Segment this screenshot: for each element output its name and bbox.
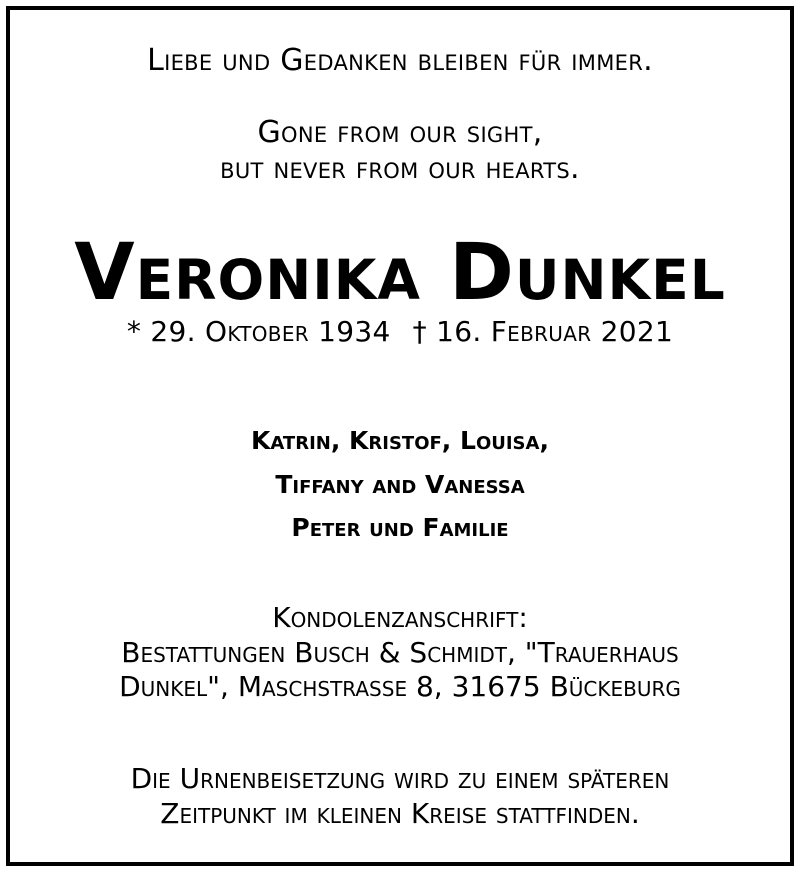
condolence-heading: Kondolenzanschrift:	[272, 601, 528, 634]
mourner-line: Tiffany and Vanessa	[275, 470, 525, 499]
burial-notice-line-2: Zeitpunkt im kleinen Kreise stattfinden.	[160, 797, 640, 830]
condolence-address-line-2: Dunkel", Maschstrasse 8, 31675 Bückeburg	[119, 670, 681, 703]
quote-line-2: but never from our hearts.	[220, 151, 580, 186]
burial-notice-line-1: Die Urnenbeisetzung wird zu einem späteren	[130, 762, 670, 795]
condolence-address-line-1: Bestattungen Busch & Schmidt, "Trauerhaus	[121, 636, 679, 669]
birth-date: * 29. Oktober 1934	[126, 315, 391, 348]
death-date: † 16. Februar 2021	[412, 315, 674, 348]
deceased-name: Veronika Dunkel	[74, 228, 726, 318]
mourner-line: Peter und Familie	[291, 513, 509, 542]
quote-line-1: Gone from our sight,	[257, 115, 543, 150]
life-dates	[0, 315, 800, 348]
mourner-line: Katrin, Kristof, Louisa,	[251, 426, 549, 455]
motto: Liebe und Gedanken bleiben für immer.	[147, 43, 653, 78]
